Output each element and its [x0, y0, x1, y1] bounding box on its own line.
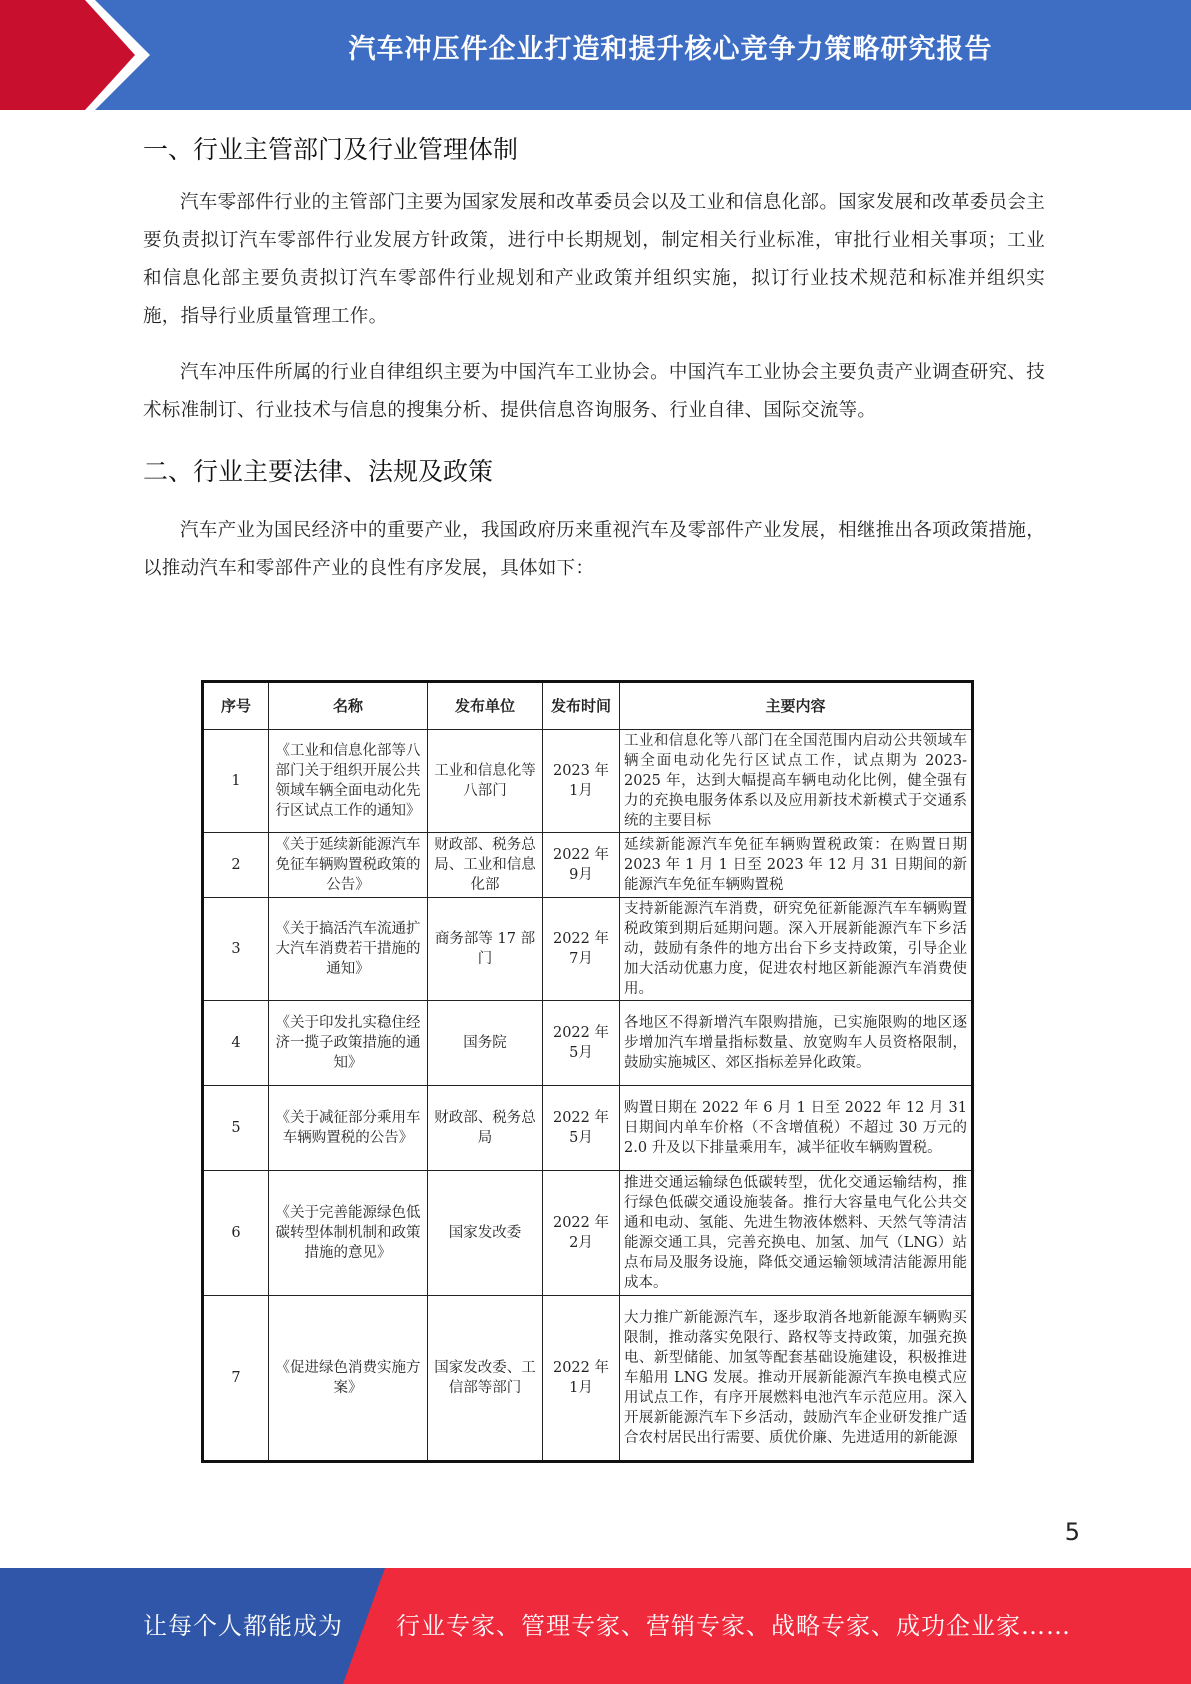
column-header-name: 名称	[269, 682, 428, 730]
cell-date: 2022 年 1月	[543, 1296, 620, 1462]
cell-content: 工业和信息化等八部门在全国范围内启动公共领域车辆全面电动化先行区试点工作，试点期为 2023-2025 年，达到大幅提高车辆电动化比例，健全强有力的充换电服务体系以及应用新技术新模式于交通系统的主要目标	[620, 730, 973, 833]
cell-no: 5	[203, 1086, 269, 1171]
table-row	[203, 1296, 973, 1462]
cell-date: 2022 年 5月	[543, 1086, 620, 1171]
table-row	[203, 730, 973, 833]
header-bar	[0, 0, 1191, 110]
cell-date: 2022 年 9月	[543, 833, 620, 898]
section-heading-1: 一、行业主管部门及行业管理体制	[143, 135, 519, 164]
cell-content: 支持新能源汽车消费，研究免征新能源汽车车辆购置税政策到期后延期问题。深入开展新能源汽车下乡活动，鼓励有条件的地方出台下乡支持政策，引导企业加大活动优惠力度，促进农村地区新能源汽车消费使用。	[620, 898, 973, 1001]
policy-table	[201, 680, 974, 1463]
column-header-date: 发布时间	[543, 682, 620, 730]
table-row	[203, 833, 973, 898]
cell-issuer: 财政部、税务总局、工业和信息化部	[428, 833, 543, 898]
cell-content: 购置日期在 2022 年 6 月 1 日至 2022 年 12 月 31 日期间内单车价格（不含增值税）不超过 30 万元的 2.0 升及以下排量乘用车，减半征收车辆购置税。	[620, 1086, 973, 1171]
paragraph: 汽车冲压件所属的行业自律组织主要为中国汽车工业协会。中国汽车工业协会主要负责产业调查研究、技术标准制订、行业技术与信息的搜集分析、提供信息咨询服务、行业自律、国际交流等。	[143, 362, 1045, 421]
cell-issuer: 商务部等 17 部门	[428, 898, 543, 1001]
cell-no: 6	[203, 1171, 269, 1296]
cell-no: 2	[203, 833, 269, 898]
report-title: 汽车冲压件企业打造和提升核心竞争力策略研究报告	[348, 34, 993, 65]
cell-issuer: 国家发改委、工信部等部门	[428, 1296, 543, 1462]
table-row	[203, 1086, 973, 1171]
cell-issuer: 工业和信息化等八部门	[428, 730, 543, 833]
table-row	[203, 898, 973, 1001]
cell-issuer: 财政部、税务总局	[428, 1086, 543, 1171]
cell-date: 2023 年 1月	[543, 730, 620, 833]
section-heading-2: 二、行业主要法律、法规及政策	[143, 457, 494, 486]
cell-date: 2022 年 5月	[543, 1001, 620, 1086]
cell-issuer: 国家发改委	[428, 1171, 543, 1296]
column-header-content: 主要内容	[620, 682, 973, 730]
main-content	[143, 128, 1045, 588]
cell-name: 《关于印发扎实稳住经济一揽子政策措施的通知》	[269, 1001, 428, 1086]
column-header-no: 序号	[203, 682, 269, 730]
cell-issuer: 国务院	[428, 1001, 543, 1086]
footer-slogan-right: 行业专家、管理专家、营销专家、战略专家、成功企业家……	[396, 1612, 1071, 1640]
cell-no: 7	[203, 1296, 269, 1462]
cell-name: 《工业和信息化部等八部门关于组织开展公共领域车辆全面电动化先行区试点工作的通知》	[269, 730, 428, 833]
paragraph: 汽车产业为国民经济中的重要产业，我国政府历来重视汽车及零部件产业发展，相继推出各项政策措施，以推动汽车和零部件产业的良性有序发展，具体如下：	[143, 520, 1045, 579]
cell-content: 延续新能源汽车免征车辆购置税政策：在购置日期 2023 年 1 月 1 日至 2023 年 12 月 31 日期间的新能源汽车免征车辆购置税	[620, 833, 973, 898]
cell-date: 2022 年 7月	[543, 898, 620, 1001]
table-header-row	[203, 682, 973, 730]
cell-name: 《关于减征部分乘用车车辆购置税的公告》	[269, 1086, 428, 1171]
cell-name: 《促进绿色消费实施方案》	[269, 1296, 428, 1462]
cell-no: 3	[203, 898, 269, 1001]
header-red-arrow-decoration	[0, 0, 150, 110]
footer-slogan-left: 让每个人都能成为	[143, 1612, 343, 1640]
cell-content: 推进交通运输绿色低碳转型，优化交通运输结构，推行绿色低碳交通设施装备。推行大容量电气化公共交通和电动、氢能、先进生物液体燃料、天然气等清洁能源交通工具，完善充换电、加氢、加气（LNG）站点布局及服务设施，降低交通运输领域清洁能源用能成本。	[620, 1171, 973, 1296]
cell-name: 《关于搞活汽车流通扩大汽车消费若干措施的通知》	[269, 898, 428, 1001]
cell-content: 大力推广新能源汽车，逐步取消各地新能源车辆购买限制，推动落实免限行、路权等支持政策，加强充换电、新型储能、加氢等配套基础设施建设，积极推进车船用 LNG 发展。推动开展新能源汽车换电模式应用试点工作，有序开展燃料电池汽车示范应用。深入开展新能源汽车下乡活动，鼓励汽车企业研发推广适合农村居民出行需要、质优价廉、先进适用的新能源	[620, 1296, 973, 1462]
table-row	[203, 1001, 973, 1086]
table-row	[203, 1171, 973, 1296]
cell-name: 《关于完善能源绿色低碳转型体制机制和政策措施的意见》	[269, 1171, 428, 1296]
cell-content: 各地区不得新增汽车限购措施，已实施限购的地区逐步增加汽车增量指标数量、放宽购车人员资格限制，鼓励实施城区、郊区指标差异化政策。	[620, 1001, 973, 1086]
page-number: 5	[1064, 1518, 1080, 1546]
footer-bar	[0, 1568, 1191, 1684]
cell-name: 《关于延续新能源汽车免征车辆购置税政策的公告》	[269, 833, 428, 898]
paragraph: 汽车零部件行业的主管部门主要为国家发展和改革委员会以及工业和信息化部。国家发展和改革委员会主要负责拟订汽车零部件行业发展方针政策，进行中长期规划，制定相关行业标准，审批行业相关事项；工业和信息化部主要负责拟订汽车零部件行业规划和产业政策并组织实施，拟订行业技术规范和标准并组织实施，指导行业质量管理工作。	[143, 192, 1045, 327]
cell-no: 1	[203, 730, 269, 833]
column-header-issuer: 发布单位	[428, 682, 543, 730]
cell-date: 2022 年 2月	[543, 1171, 620, 1296]
cell-no: 4	[203, 1001, 269, 1086]
